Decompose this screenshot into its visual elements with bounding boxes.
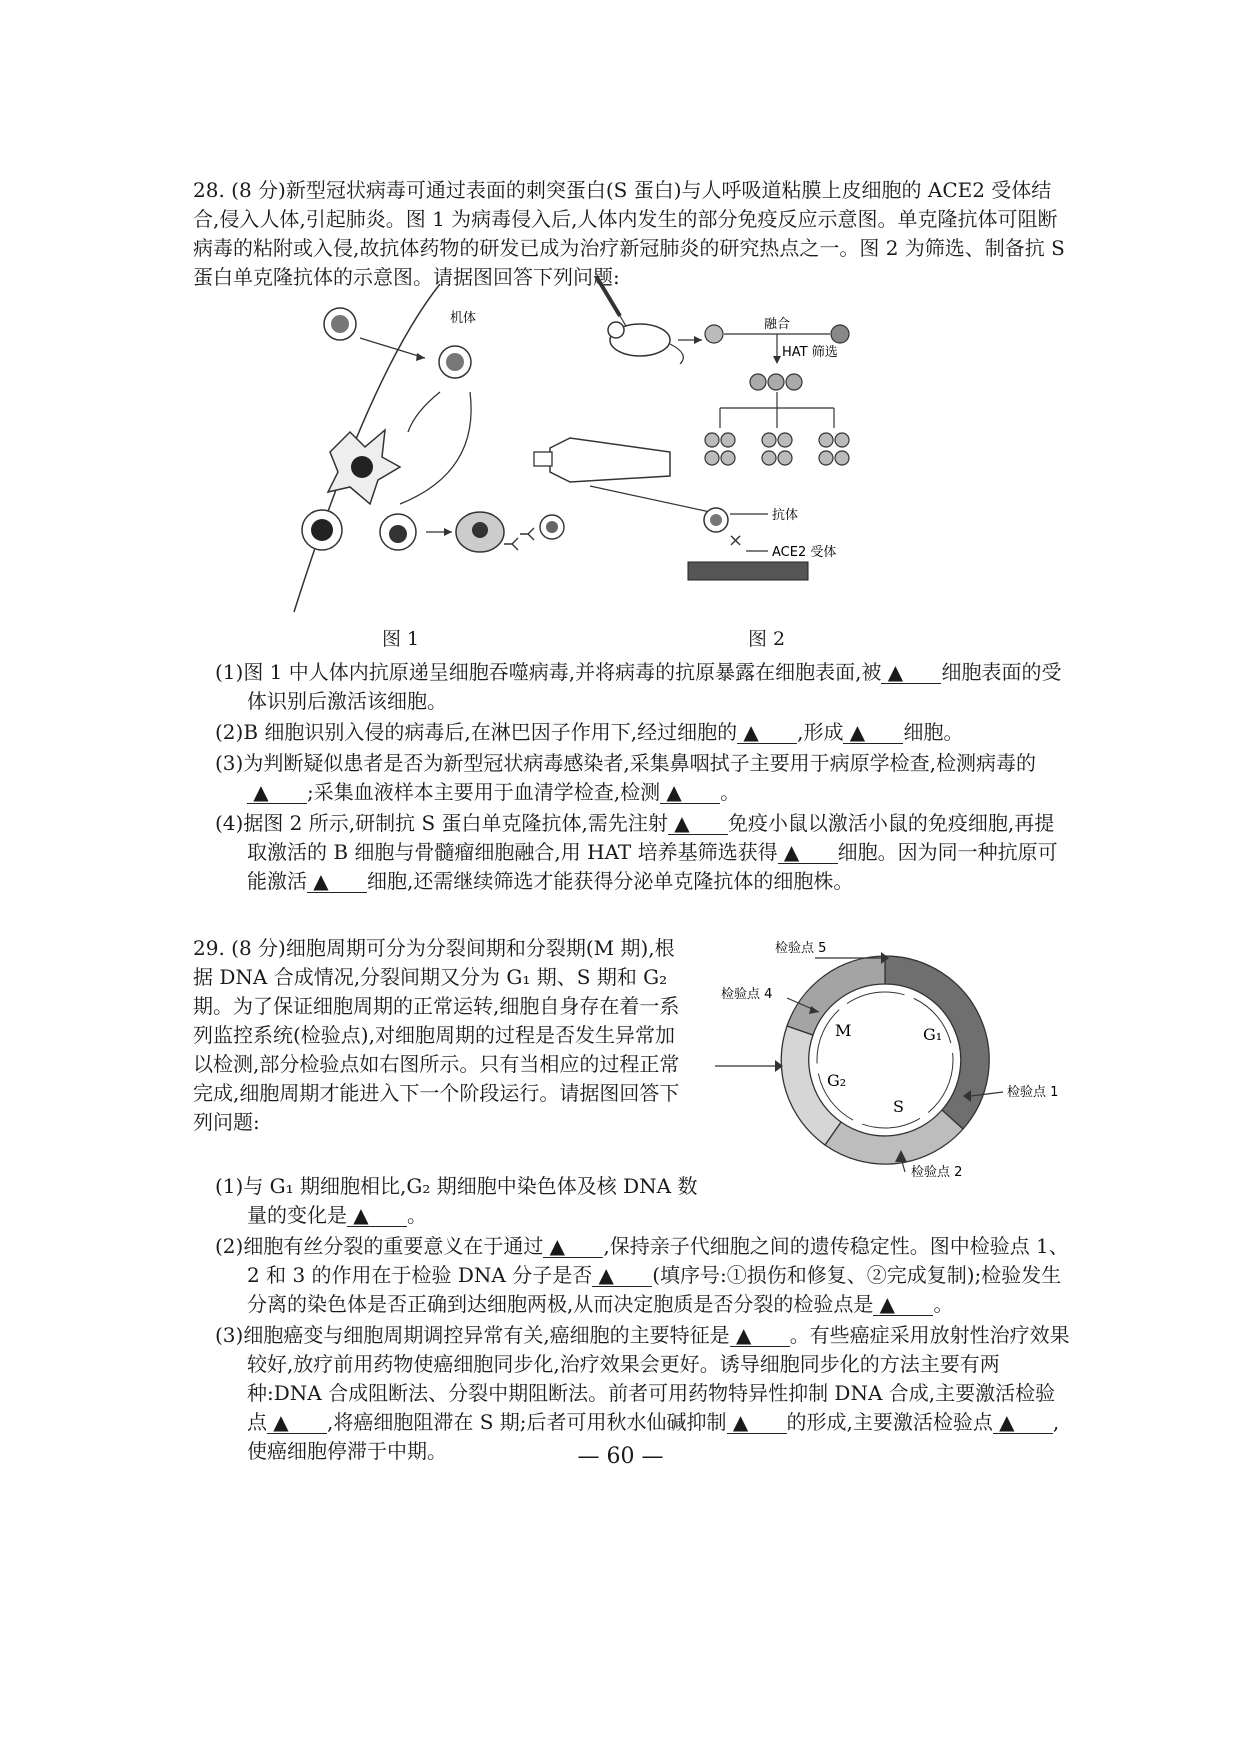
question-29: [193, 934, 693, 1137]
q28-s2-text: (2)B 细胞识别入侵的病毒后,在淋巴因子作用下,经过细胞的: [215, 720, 738, 744]
figure-2-caption: 图 2: [748, 628, 786, 650]
checkpoint-1-label: 检验点 1: [1007, 1085, 1059, 1100]
q28-s4-text-c: 细胞。因为同一种抗原可能激活: [247, 840, 1058, 893]
antigen-presenting-cell-icon: [328, 430, 400, 504]
phase-m-label: M: [835, 1021, 852, 1040]
answer-blank[interactable]: ▲: [727, 1411, 787, 1434]
answer-blank[interactable]: ▲: [347, 1204, 407, 1227]
q29-number: 29.: [193, 936, 225, 960]
answer-blank[interactable]: ▲: [993, 1411, 1053, 1434]
answer-blank[interactable]: ▲: [307, 870, 367, 893]
q29-s3-text-d: 的形成,主要激活检验点: [786, 1410, 993, 1434]
q29-s2-text-c: (填序号:①损伤和修复、②完成复制);检验发生分离的染色体是否正确到达细胞两极,从而决定胞质是否分裂的检验点是: [247, 1263, 1062, 1316]
clone-wells-icon: [705, 433, 849, 465]
q29-intro-text: (8 分)细胞周期可分为分裂间期和分裂期(M 期),根据 DNA 合成情况,分裂间期又分为 G₁ 期、S 期和 G₂ 期。为了保证细胞周期的正常运转,细胞自身存在着一系列监控系统(检验点),对细胞周期的过程是否发生异常加以检测,部分检验点如右图所示。只有当相应的过程正常完成,细胞周期才能进入下一个阶段运行。请据图回答下列问题:: [193, 936, 680, 1134]
cell-membrane-icon: [688, 562, 808, 580]
q29-s1-text: (1)与 G₁ 期细胞相比,G₂ 期细胞中染色体及核 DNA 数量的变化是: [215, 1174, 698, 1227]
page-number: — 60 —: [577, 1444, 664, 1469]
hybrid-cells-icon: [750, 374, 802, 390]
checkpoint-4-label: 检验点 4: [721, 987, 773, 1002]
answer-blank[interactable]: ▲: [843, 721, 903, 744]
fig2-ace2-label: ACE2 受体: [772, 545, 837, 560]
q28-s4-text-end: 细胞,还需继续筛选才能获得分泌单克隆抗体的细胞株。: [367, 869, 854, 893]
fig1-body-label: 机体: [450, 311, 477, 326]
q29-s3-text-b: 。有些癌症采用放射性治疗效果较好,放疗前用药物使癌细胞同步化,治疗效果会更好。诱导细胞同步化的方法主要有两种:DNA 合成阻断法、分裂中期阻断法。前者可用药物特异性抑制 DNA 合成,主要激活检验点: [247, 1323, 1070, 1434]
phase-g2-label: G₂: [827, 1071, 847, 1090]
q29-s3-text-c: ,将癌细胞阻滞在 S 期;后者可用秋水仙碱抑制: [327, 1410, 727, 1434]
fig2-hat-label: HAT 筛选: [782, 345, 838, 360]
q29-s2-text-b: ,保持亲子代细胞之间的遗传稳定性。图中检验点 1、2 和 3 的作用在于检验 DNA 分子是否: [247, 1234, 1069, 1287]
block-cross-icon: ×: [728, 530, 744, 551]
q29-intro: [193, 934, 693, 1137]
virus-icon: [324, 308, 356, 340]
q29-s3-text: (3)细胞癌变与细胞周期调控异常有关,癌细胞的主要特征是: [215, 1323, 730, 1347]
phase-s-label: S: [893, 1097, 904, 1116]
q28-sub-2: [215, 718, 1071, 747]
answer-blank[interactable]: ▲: [881, 661, 941, 684]
culture-flask-icon: [534, 438, 670, 482]
q29-s3-text-end: ,使癌细胞停滞于中期。: [247, 1410, 1060, 1463]
plasma-cell-icon: [456, 512, 504, 552]
answer-blank[interactable]: ▲: [543, 1235, 603, 1258]
q28-sub-3: [215, 749, 1071, 807]
q28-s1-text: (1)图 1 中人体内抗原递呈细胞吞噬病毒,并将病毒的抗原暴露在细胞表面,被: [215, 660, 882, 684]
b-cell-icon: [380, 514, 416, 550]
fig2-antibody-label: 抗体: [772, 508, 799, 523]
q28-s1-text-end: 细胞表面的受体识别后激活该细胞。: [247, 660, 1062, 713]
q28-s2-text-end: 细胞。: [903, 720, 964, 744]
answer-blank[interactable]: ▲: [660, 781, 720, 804]
q28-s3-text-end: 。: [720, 780, 741, 804]
checkpoint-2-label: 检验点 2: [911, 1165, 963, 1180]
figure-1-caption: 图 1: [382, 628, 420, 650]
fig2-fusion-label: 融合: [764, 317, 791, 332]
virus-icon: [704, 508, 728, 532]
q29-s2-text: (2)细胞有丝分裂的重要意义在于通过: [215, 1234, 544, 1258]
answer-blank[interactable]: ▲: [873, 1293, 933, 1316]
figure-2-monoclonal-antibody: [530, 268, 890, 604]
syringe-icon: [596, 276, 626, 326]
answer-blank[interactable]: ▲: [730, 1324, 790, 1347]
q28-number: 28.: [193, 178, 225, 202]
q29-sub-2: [215, 1232, 1071, 1319]
q28-intro-text: (8 分)新型冠状病毒可通过表面的刺突蛋白(S 蛋白)与人呼吸道粘膜上皮细胞的 ACE2 受体结合,侵入人体,引起肺炎。图 1 为病毒侵入后,人体内发生的部分免疫反应示意图。单克隆抗体可阻断病毒的粘附或入侵,故抗体药物的研发已成为治疗新冠肺炎的研究热点之一。图 2 为筛选、制备抗 S 蛋白单克隆抗体的示意图。请据图回答下列问题:: [193, 178, 1065, 289]
answer-blank[interactable]: ▲: [668, 812, 728, 835]
answer-blank[interactable]: ▲: [247, 781, 307, 804]
cell-cycle-diagram: [715, 936, 1075, 1184]
q29-s2-text-end: 。: [933, 1292, 954, 1316]
phase-g1-label: G₁: [923, 1025, 943, 1044]
q29-sub-1: [215, 1172, 717, 1230]
q28-subquestions: [215, 656, 1071, 898]
mouse-icon: [608, 322, 683, 364]
q28-s4-text: (4)据图 2 所示,研制抗 S 蛋白单克隆抗体,需先注射: [215, 811, 668, 835]
answer-blank[interactable]: ▲: [267, 1411, 327, 1434]
t-cell-icon: [302, 510, 342, 550]
q29-s1-text-end: 。: [407, 1203, 427, 1227]
answer-blank[interactable]: ▲: [778, 841, 838, 864]
q28-s4-text-b: 免疫小鼠以激活小鼠的免疫细胞,再提取激活的 B 细胞与骨髓瘤细胞融合,用 HAT 培养基筛选获得: [247, 811, 1055, 864]
q28-sub-1: [215, 658, 1071, 716]
q28-s3-text-mid: ;采集血液样本主要用于血清学检查,检测: [307, 780, 661, 804]
q28-s3-text: (3)为判断疑似患者是否为新型冠状病毒感染者,采集鼻咽拭子主要用于病原学检查,检测病毒的: [215, 751, 1037, 775]
answer-blank[interactable]: ▲: [737, 721, 797, 744]
q28-sub-4: [215, 809, 1071, 896]
checkpoint-5-label: 检验点 5: [775, 941, 827, 956]
q29-subquestions: [215, 1170, 1071, 1468]
virus-icon: [439, 346, 471, 378]
q28-s2-text-mid: ,形成: [797, 720, 844, 744]
answer-blank[interactable]: ▲: [592, 1264, 652, 1287]
